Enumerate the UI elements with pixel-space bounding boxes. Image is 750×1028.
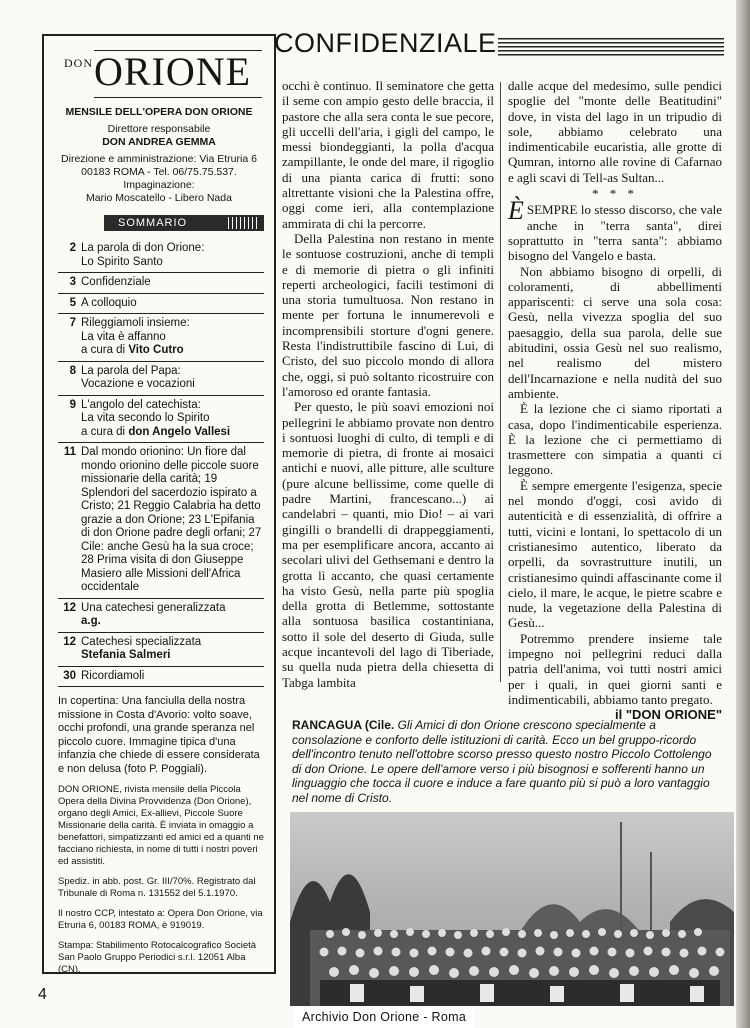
caption-place: RANCAGUA (Cile. — [292, 718, 395, 732]
imprint — [44, 102, 274, 205]
article-paragraph: Della Palestina non restano in mente le sontuose costruzioni, anche di templi e di memorie di pietra o gli infiniti reperti archeologici, facili testimoni di una storia tumultuosa. Non restano in mente per fortuna le innumerevoli e incomprensibili storture d'ogni genere. Resta l'indistruttibile fascino di Lui, di Cristo, del suo piccolo mondo di allora che, oggi, si può soltanto ricostruire con l'amoroso ed orante fantasia. — [282, 230, 494, 399]
toc-item[interactable] — [58, 314, 264, 362]
imprint-address: 00183 ROMA - Tel. 06/75.75.537. — [81, 166, 237, 178]
toc-item[interactable] — [58, 633, 264, 667]
toc-author-prefix: a cura di — [81, 344, 129, 356]
toc-page-number: 3 — [69, 276, 76, 288]
header-rules — [498, 38, 724, 56]
imprint-director: DON ANDREA GEMMA — [102, 136, 216, 148]
toc-page-number: 7 — [69, 317, 76, 329]
toc-page-number: 2 — [69, 242, 76, 254]
toc-line: Rileggiamoli insieme: — [81, 317, 190, 329]
photo-caption — [282, 718, 722, 805]
toc-line: Vocazione e vocazioni — [81, 378, 195, 390]
toc-line: Catechesi specializzata — [81, 635, 202, 648]
section-header — [274, 28, 724, 62]
toc-line: La vita è affanno — [81, 330, 166, 343]
sidebar-box — [42, 34, 276, 974]
masthead — [56, 44, 262, 102]
toc-author: Stefania Salmeri — [81, 649, 171, 661]
article-paragraph: Potremmo prendere insieme tale impegno noi pellegrini reduci dalla patria dell'anima, voi tutti nostri amici per i quali, in quei giorni santi e indimenticabili, abbiamo tanto pregato. — [508, 630, 722, 707]
article-paragraph: È la lezione che ci siamo riportati a casa, dopo l'indimenticabile esperienza. È la lezione che ci permettiamo di trasmettere con simpatia a quanti ci leggono. — [508, 401, 722, 478]
toc-line: La vita secondo lo Spirito — [81, 412, 210, 424]
toc-author-prefix: a cura di — [81, 425, 129, 438]
toc-line: La parola del Papa: — [81, 364, 181, 377]
toc-page-number: 8 — [69, 364, 76, 377]
toc-author: don Angelo Vallesi — [128, 425, 231, 438]
toc-page-number: 5 — [69, 296, 76, 309]
imprint-layout: Mario Moscatello - Libero Nada — [86, 192, 232, 204]
toc-page-number: 9 — [69, 398, 76, 411]
imprint-address-label: Direzione e amministrazione: Via Etruria 6 — [61, 153, 257, 165]
toc-author: Vito Cutro — [128, 344, 184, 356]
toc-page-number: 12 — [63, 601, 76, 614]
shipping-note: Spediz. in abb. post. Gr. III/70%. Registrato dal Tribunale di Roma n. 131552 del 5.1.1970. — [58, 876, 256, 899]
sommario-bar — [104, 215, 264, 231]
masthead-rule-bottom — [94, 97, 262, 98]
article-column-right — [508, 78, 722, 722]
article-paragraph: Per questo, le più soavi emozioni noi pellegrini le abbiamo provate non dentro i sontuosi luoghi di culto, di templi e di memorie di pietra, di fronte ai mosaici antichi e nuovi, alle pitture, alle sculture (pure alcune bellissime, come quelle di padre Martini, francescano...) ai candelabri – quanti, mio Dio! – ai vari gingilli o brandelli di drappeggiamenti, ma per esemplificare ancora, accanto ai secolari ulivi del Gethsemani e dentro la grotta lì accanto, che quasi certamente ha visto Gesù, nella parte più spoglia della grotta di Betlemme, sottostante alla sontuosa basilica costantiniana, sotto il sole del deserto di Giuda, sulle acque incantevoli del lago di Tiberiade, su quella nuda pietra della chiesetta di Tabga lambita — [282, 399, 494, 690]
toc-line: Dal mondo orionino: Un fiore dal mondo orionino delle piccole suore missionarie della carità; 19 Splendori del sacerdozio ispirato a Cristo; 21 Reggio Calabria ha detto grazie a don Orione; 23 L'Epifania di don Orione padre degli orfani; 27 Cile: anche Gesù ha la sua croce; 28 Prima visita di don Giuseppe Masiero alle Missioni dell'Africa occidentale — [81, 446, 262, 593]
toc-line: L'angolo del catechista: — [81, 398, 201, 411]
toc-line: Ricordiamoli — [81, 669, 145, 682]
imprint-layout-label: Impaginazione: — [123, 179, 195, 191]
signature: il "DON ORIONE" — [615, 707, 722, 723]
toc-line: La parola di don Orione: — [81, 242, 205, 254]
article-paragraph: È sempre emergente l'esigenza, specie nel mondo d'oggi, così avido di autenticità e di essenzialità, di offrire a tutti, vicini e lontani, lo spettacolo di un cristianesimo autentico, liberato da orpelli, da sovrastrutture inutili, un cristianesimo quindi affascinante come il cielo, il mare, le acque, le pietre scabre e nude, la vegetazione della Palestina di Gesù... — [508, 477, 722, 631]
toc-line: A colloquio — [81, 296, 137, 309]
toc-item[interactable] — [58, 396, 264, 444]
table-of-contents — [58, 239, 264, 687]
sommario-label: SOMMARIO — [118, 217, 188, 229]
section-break-stars: * * * — [592, 186, 638, 202]
article-paragraph: dalle acque del medesimo, sulle pendici spoglie del "monte delle Beatitudini" dove, in vista del lago in un tripudio di sole, abbiamo celebrato una indimenticabile eucaristia, alle grotte di Qumran, intorno alle rovine di Cafarnao e agli scavi di Tell-as Sultan... — [508, 78, 722, 185]
sommario-stripes — [228, 217, 258, 229]
article-paragraph: Non abbiamo bisogno di orpelli, di coloramenti, di abbellimenti appariscenti: ci serve una sola cosa: Gesù, nella vivezza spoglia del suo paesaggio, della sua parola, delle sue abitudini, ossia Gesù nel suo realismo, nel realismo del mistero dell'Incarnazione e nella nudità del suo ambiente. — [508, 263, 722, 401]
column-divider — [500, 82, 501, 682]
toc-line: Confidenziale — [81, 276, 151, 288]
article-paragraph-text: SEMPRE lo stesso discorso, che vale anche in "terra santa", direi soprattutto in "terra santa": abbiamo bisogno del Vangelo e basta. — [508, 202, 722, 264]
toc-line: Una catechesi generalizzata — [81, 601, 226, 614]
toc-item[interactable] — [58, 362, 264, 396]
toc-page-number: 12 — [63, 635, 76, 648]
group-photo-illustration — [290, 812, 734, 1006]
toc-item[interactable] — [58, 273, 264, 294]
article-paragraph — [508, 196, 722, 264]
toc-item[interactable] — [58, 443, 264, 599]
imprint-subtitle: MENSILE DELL'OPERA DON ORIONE — [65, 106, 253, 118]
masthead-don: DON — [64, 56, 93, 70]
toc-item[interactable] — [58, 667, 264, 688]
toc-item[interactable] — [58, 599, 264, 633]
toc-item[interactable] — [58, 239, 264, 273]
print-note: Stampa: Stabilimento Rotocalcografico Società San Paolo Gruppo Periodici s.r.l. 12051 Alba (CN). — [58, 940, 257, 975]
article-column-left — [282, 78, 494, 690]
page-number: 4 — [38, 986, 47, 1003]
archive-label: Archivio Don Orione - Roma — [294, 1008, 474, 1028]
toc-page-number: 30 — [63, 669, 76, 682]
magazine-note: DON ORIONE, rivista mensile della Piccola Opera della Divina Provvidenza (Don Orione), organo degli Amici, Ex-allievi, Piccole Suore Missionarie della carità. È inviata in omaggio a benefattori, simpatizzanti ed amici ed a quanti ne facciano richiesta, in nome di tutti i nostri poveri ed assistiti. — [58, 784, 264, 867]
caption-text: Gli Amici di don Orione crescono specialmente a consolazione e conforto delle istituzioni di carità. Ecco un bel gruppo-ricordo dell'incontro tenuto nell'ottobre scorso presso questo nostro Piccolo Cottolengo di don Orione. Le opere dell'amore verso i più bisognosi e sofferenti hanno un linguaggio che tocca il cuore e induce a fare quanto più si può a loro vantaggio nel nome di Cristo. — [292, 718, 712, 805]
imprint-director-label: Direttore responsabile — [107, 123, 211, 135]
cover-note: In copertina: Una fanciulla della nostra missione in Costa d'Avorio: volto soave, occhi profondi, una grande speranza nel piccolo cuore. Immagine tipica d'una infanzia che chiede di essere considerata e non delusa (foto P. Poggiali). — [58, 695, 260, 775]
toc-item[interactable] — [58, 294, 264, 315]
section-title: CONFIDENZIALE — [274, 28, 497, 58]
article-paragraph: occhi è continuo. Il seminatore che getta il seme con ampio gesto delle braccia, il pastore che alla sera conta le sue pecore, gli uccelli dell'aria, i gigli del campo, le messi biondeggianti, la polla d'acqua zampillante, le onde del mare, il rigoglio di una pianta carica di frutti: sono altrettante visioni che la Palestina offre, oggi come ieri, alla contemplazione ammirata di chi la percorre. — [282, 78, 494, 231]
ccp-note: Il nostro CCP, intestato a: Opera Don Orione, via Etruria 6, 00183 ROMA, è 919019. — [58, 908, 263, 931]
toc-line: Lo Spirito Santo — [81, 255, 163, 268]
toc-page-number: 11 — [63, 446, 76, 458]
masthead-orione: ORIONE — [94, 49, 252, 94]
toc-author: a.g. — [81, 615, 101, 627]
page-edge-shadow — [736, 0, 750, 1028]
group-photo — [290, 812, 734, 1006]
drop-cap: È — [508, 196, 524, 226]
